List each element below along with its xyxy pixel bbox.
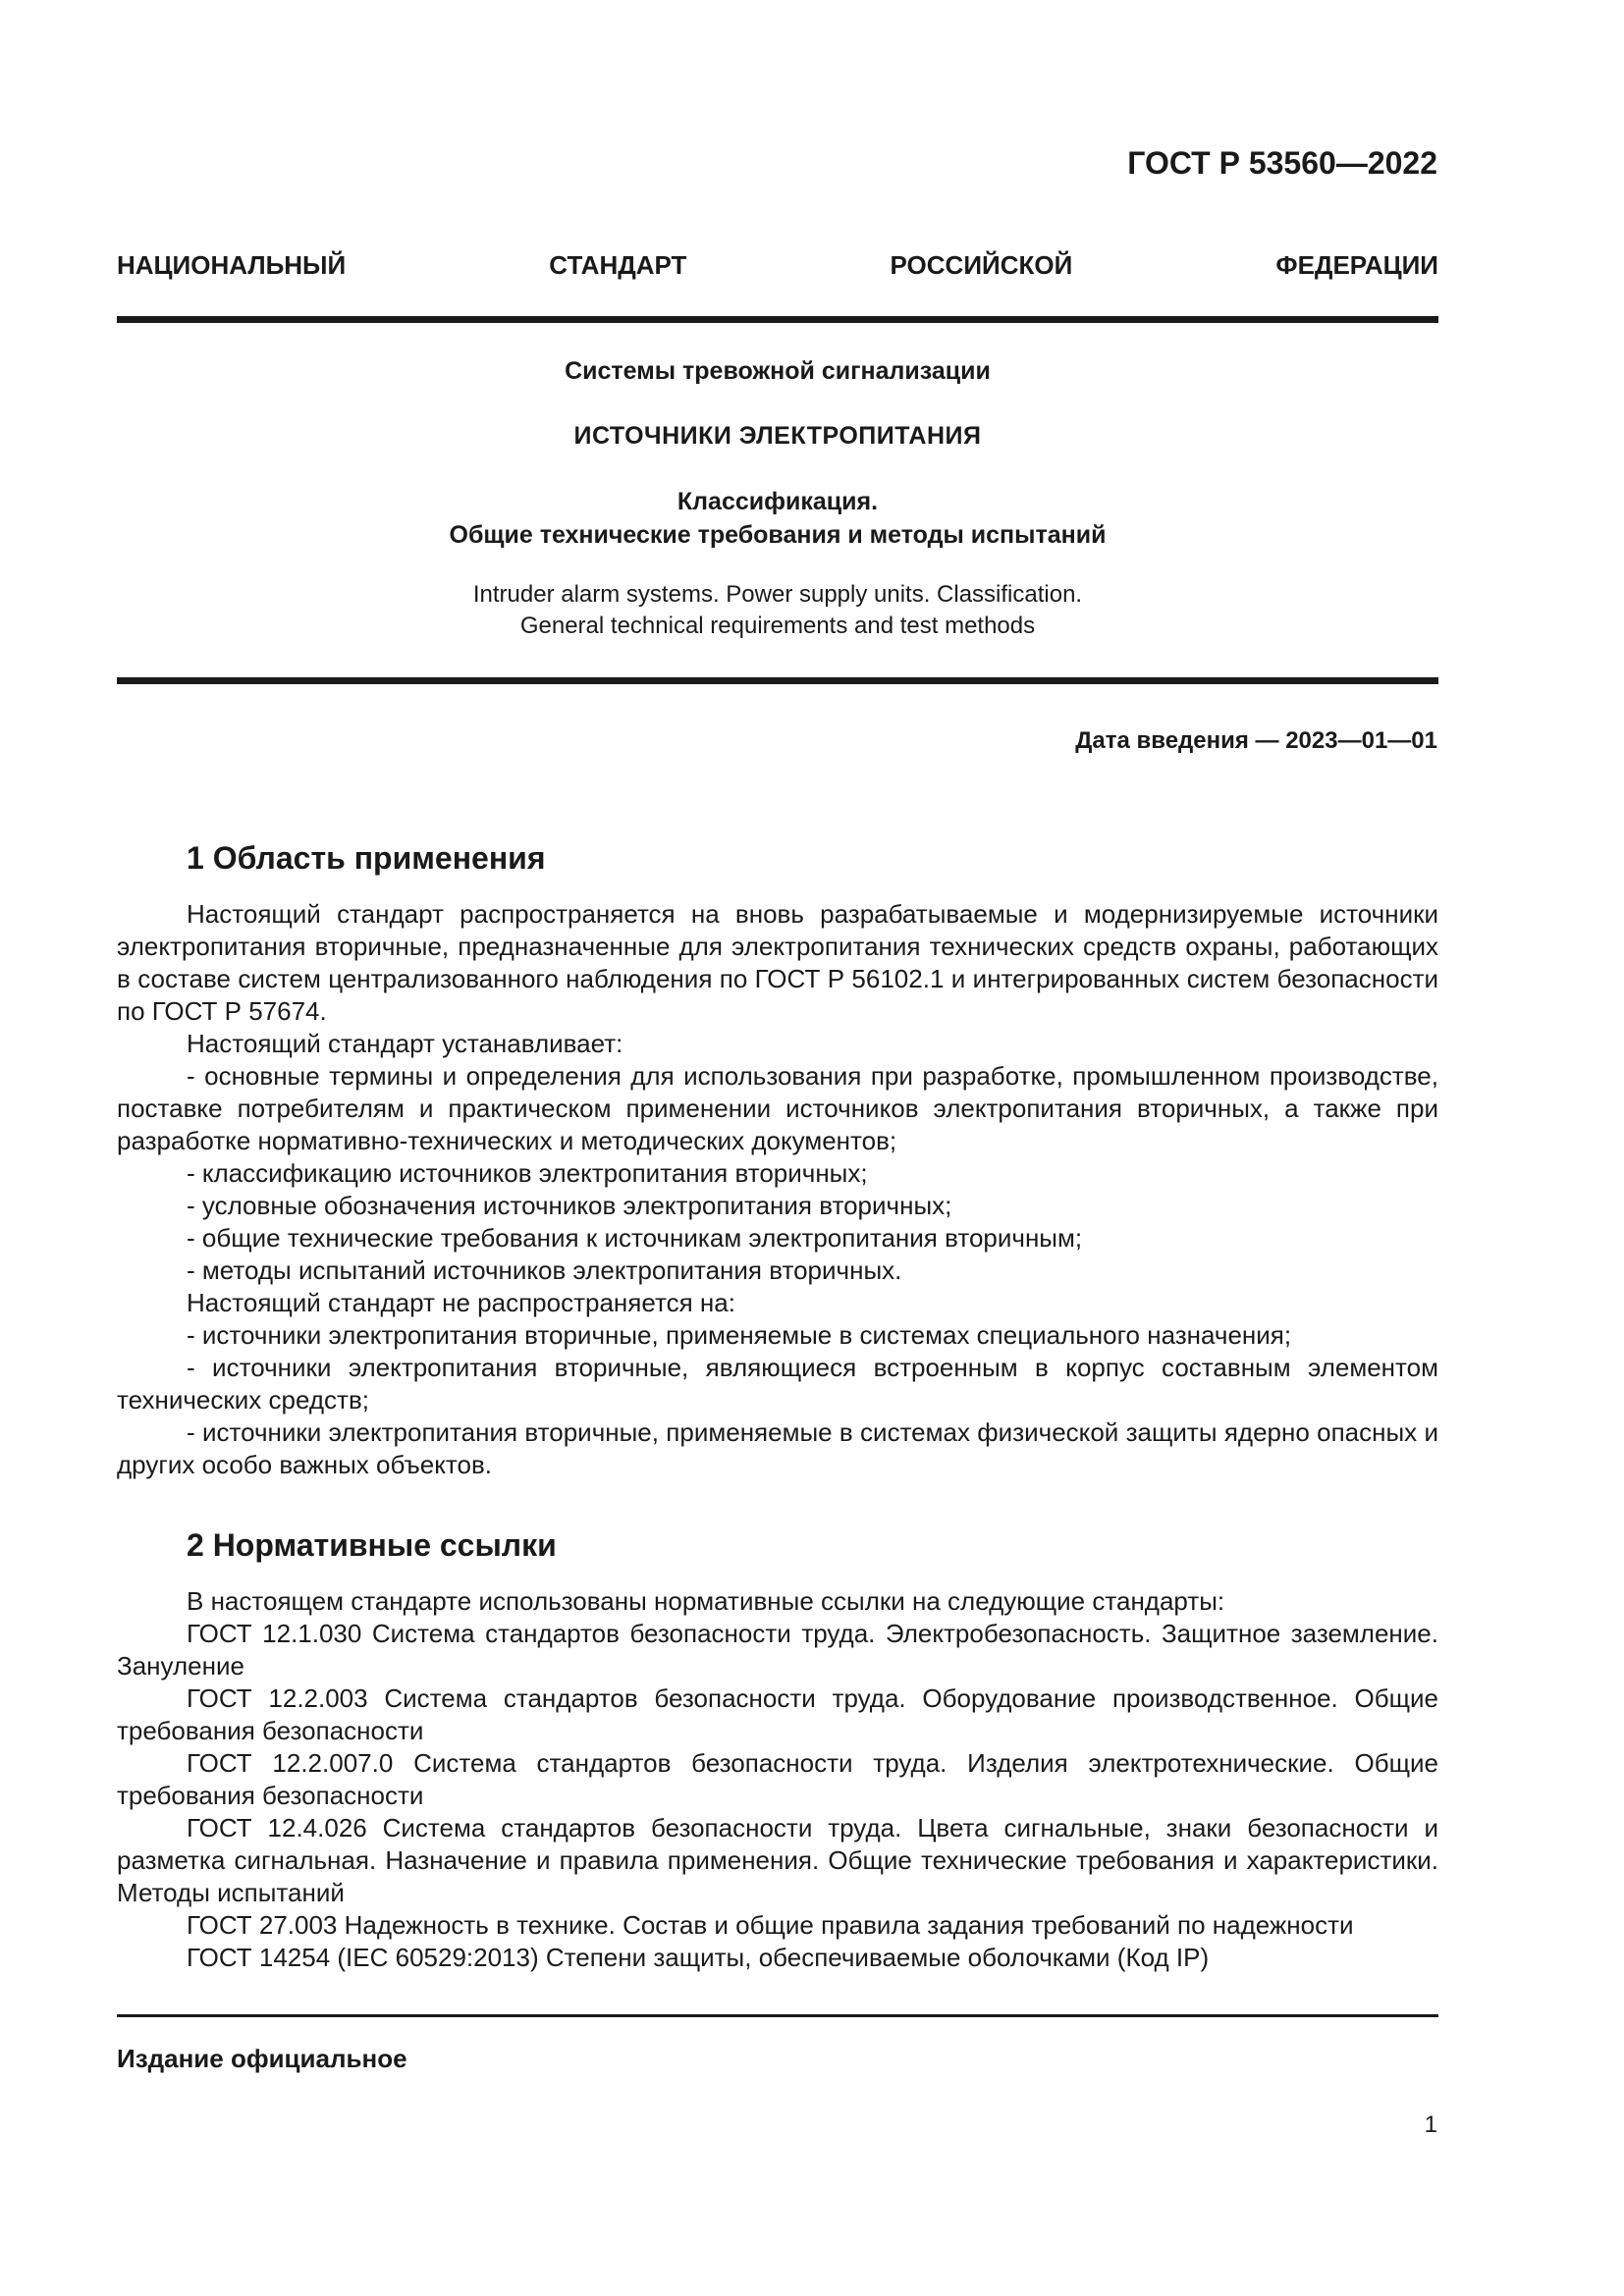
english-title-line-1: Intruder alarm systems. Power supply units. Classification. (472, 581, 1083, 608)
document-code: ГОСТ Р 53560—2022 (1127, 145, 1437, 181)
reference-item: ГОСТ 14254 (IEC 60529:2013) Степени защиты, обеспечиваемые оболочками (Код IP) (187, 1943, 1210, 1972)
english-title-line-2: General technical requirements and test methods (519, 613, 1036, 639)
paragraph: - основные термины и определения для использования при разработке, промышленном производстве, поставке потребителям и практическом применении источников электропитания вторичных, а также при разработке нормативно-технических и методических документов; (117, 1061, 1438, 1155)
reference-item: ГОСТ 27.003 Надежность в технике. Состав и общие правила задания требований по надежности (187, 1910, 1354, 1940)
list-item: - источники электропитания вторичные, применяемые в системах физической защиты ядерно опасных и других особо важных объектов. (117, 1417, 1438, 1479)
official-edition-note: Издание официальное (117, 2044, 407, 2073)
paragraph: В настоящем стандарте использованы нормативные ссылки на следующие стандарты: (187, 1586, 1225, 1616)
section-2-heading: 2 Нормативные ссылки (187, 1527, 557, 1563)
list-item: - общие технические требования к источникам электропитания вторичным; (187, 1223, 1083, 1253)
reference-item: ГОСТ 12.2.003 Система стандартов безопасности труда. Оборудование производственное. Общие требования безопасности (117, 1683, 1438, 1745)
paragraph: Настоящий стандарт не распространяется на: (187, 1288, 735, 1317)
list-item: - классификацию источников электропитания вторичных; (187, 1158, 868, 1188)
list-item: - методы испытаний источников электропитания вторичных. (187, 1255, 902, 1285)
page-number: 1 (1424, 2111, 1437, 2138)
paragraph: Настоящий стандарт устанавливает: (187, 1029, 623, 1058)
title-line-subtitle (117, 485, 1438, 552)
top-rule (117, 316, 1438, 323)
introduction-date: Дата введения — 2023—01—01 (1075, 727, 1437, 754)
subtitle-line-1: Классификация. (677, 488, 879, 515)
list-item: - источники электропитания вторичные, являющиеся встроенным в корпус составным элементом технических средств; (117, 1353, 1438, 1415)
reference-item: ГОСТ 12.4.026 Система стандартов безопасности труда. Цвета сигнальные, знаки безопасности и разметка сигнальная. Назначение и правила применения. Общие технические требования и характеристики. Методы испытаний (117, 1813, 1438, 1907)
section-2-body (117, 1585, 1438, 1974)
title-rule (117, 677, 1438, 684)
section-1-heading: 1 Область применения (187, 840, 546, 876)
footer-rule (117, 2014, 1438, 2017)
list-item: - источники электропитания вторичные, применяемые в системах специального назначения; (187, 1320, 1292, 1350)
paragraph: Настоящий стандарт распространяется на вновь разрабатываемые и модернизируемые источники электропитания вторичные, предназначенные для электропитания технических средств охраны, работающих в составе систем централизованного наблюдения по ГОСТ Р 56102.1 и интегрированных систем безопасности по ГОСТ Р 57674. (117, 899, 1438, 1026)
standard-banner: НАЦИОНАЛЬНЫЙ СТАНДАРТ РОССИЙСКОЙ ФЕДЕРАЦИИ (117, 250, 1438, 280)
title-line-systems: Системы тревожной сигнализации (565, 357, 991, 385)
reference-item: ГОСТ 12.2.007.0 Система стандартов безопасности труда. Изделия электротехнические. Общие требования безопасности (117, 1748, 1438, 1810)
section-1-body (117, 898, 1438, 1481)
reference-item: ГОСТ 12.1.030 Система стандартов безопасности труда. Электробезопасность. Защитное заземление. Зануление (117, 1619, 1438, 1681)
title-line-main: ИСТОЧНИКИ ЭЛЕКТРОПИТАНИЯ (573, 422, 982, 450)
english-title (117, 579, 1438, 642)
subtitle-line-2: Общие технические требования и методы испытаний (449, 521, 1107, 549)
list-item: - условные обозначения источников электропитания вторичных; (187, 1191, 952, 1220)
